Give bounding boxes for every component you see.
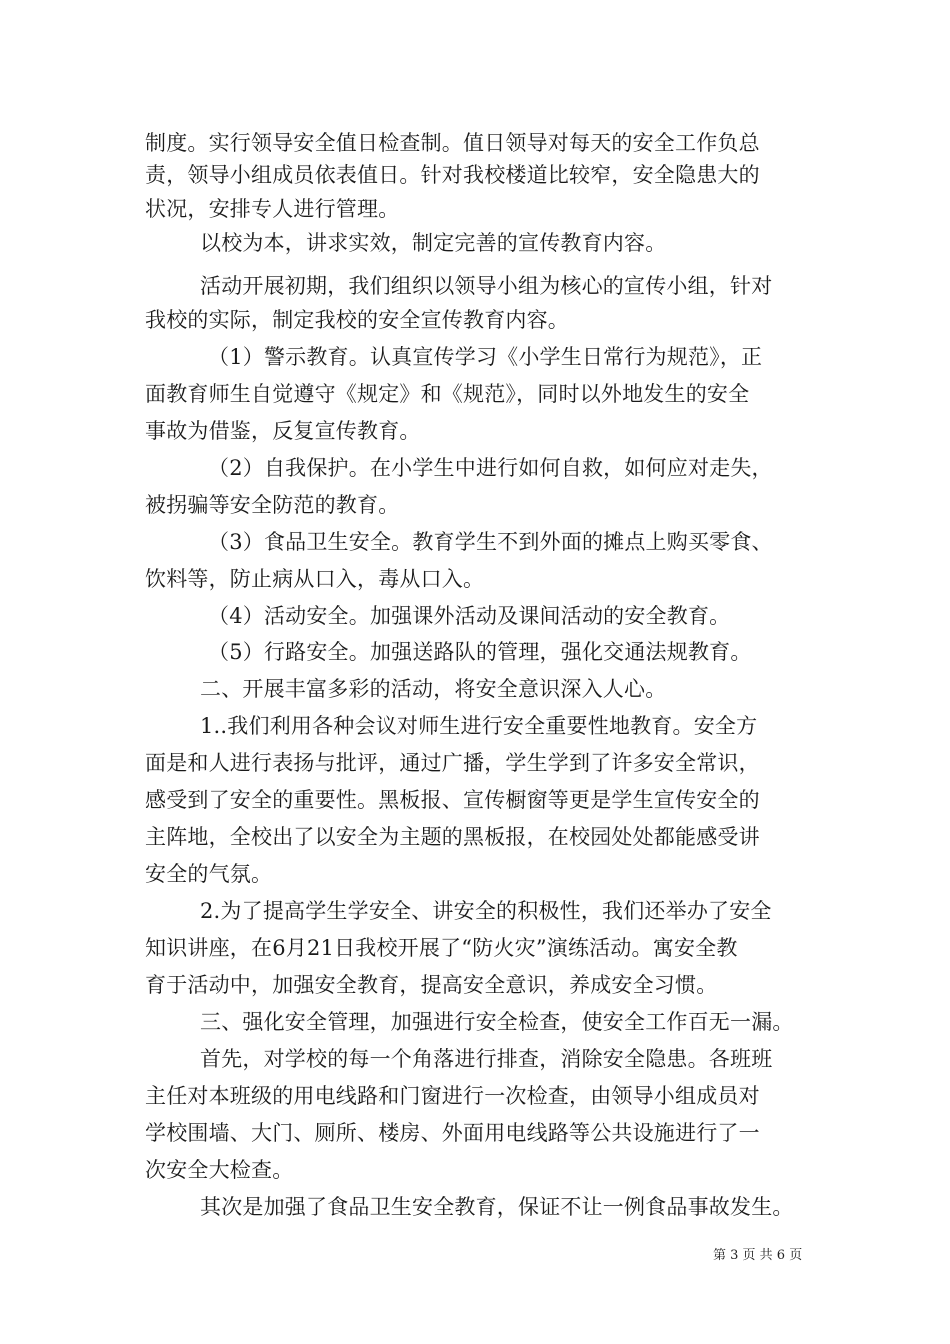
text-line: 其次是加强了食品卫生安全教育，保证不让一例食品事故发生。 bbox=[200, 1195, 794, 1219]
text-line: 2.为了提高学生学安全、讲安全的积极性，我们还举办了安全 bbox=[200, 899, 772, 923]
text-line: （2）自我保护。在小学生中进行如何自救，如何应对走失， bbox=[208, 456, 773, 480]
text-line: 面教育师生自觉遵守《规定》和《规范》，同时以外地发生的安全 bbox=[145, 382, 750, 406]
text-line: 面是和人进行表扬与批评，通过广播，学生学到了许多安全常识， bbox=[145, 751, 760, 775]
text-line: 学校围墙、大门、厕所、楼房、外面用电线路等公共设施进行了一 bbox=[145, 1121, 760, 1145]
text-line: 三、强化安全管理，加强进行安全检查，使安全工作百无一漏。 bbox=[200, 1010, 794, 1034]
text-line: 二、开展丰富多彩的活动，将安全意识深入人心。 bbox=[200, 677, 667, 701]
text-line: 安全的气氛。 bbox=[145, 862, 273, 886]
text-line: （3）食品卫生安全。教育学生不到外面的摊点上购买零食、 bbox=[208, 530, 773, 554]
text-line: 首先，对学校的每一个角落进行排查，消除安全隐患。各班班 bbox=[200, 1047, 773, 1071]
text-line: 责，领导小组成员依表值日。针对我校楼道比较窄，安全隐患大的 bbox=[145, 163, 760, 187]
text-line: 主阵地，全校出了以安全为主题的黑板报，在校园处处都能感受讲 bbox=[145, 825, 760, 849]
text-line: 知识讲座，在6月21日我校开展了“防火灾”演练活动。寓安全教 bbox=[145, 936, 738, 960]
text-line: 被拐骗等安全防范的教育。 bbox=[145, 493, 400, 517]
page-number-footer: 第 3 页 共 6 页 bbox=[713, 1248, 803, 1263]
text-line: （4）活动安全。加强课外活动及课间活动的安全教育。 bbox=[208, 604, 731, 628]
text-line: 我校的实际，制定我校的安全宣传教育内容。 bbox=[145, 308, 569, 332]
text-line: 活动开展初期，我们组织以领导小组为核心的宣传小组，针对 bbox=[200, 274, 773, 298]
text-line: （1）警示教育。认真宣传学习《小学生日常行为规范》，正 bbox=[208, 345, 763, 369]
text-line: （5）行路安全。加强送路队的管理，强化交通法规教育。 bbox=[208, 640, 752, 664]
text-line: 制度。实行领导安全值日检查制。值日领导对每天的安全工作负总 bbox=[145, 131, 760, 155]
text-line: 以校为本，讲求实效，制定完善的宣传教育内容。 bbox=[200, 231, 667, 255]
text-line: 主任对本班级的用电线路和门窗进行一次检查，由领导小组成员对 bbox=[145, 1084, 760, 1108]
text-line: 状况，安排专人进行管理。 bbox=[145, 197, 400, 221]
text-line: 事故为借鉴，反复宣传教育。 bbox=[145, 419, 421, 443]
text-line: 感受到了安全的重要性。黑板报、宣传橱窗等更是学生宣传安全的 bbox=[145, 788, 760, 812]
text-line: 1..我们利用各种会议对师生进行安全重要性地教育。安全方 bbox=[200, 714, 758, 738]
text-line: 次安全大检查。 bbox=[145, 1158, 294, 1182]
text-line: 饮料等，防止病从口入，毒从口入。 bbox=[145, 567, 485, 591]
text-line: 育于活动中，加强安全教育，提高安全意识，养成安全习惯。 bbox=[145, 973, 718, 997]
